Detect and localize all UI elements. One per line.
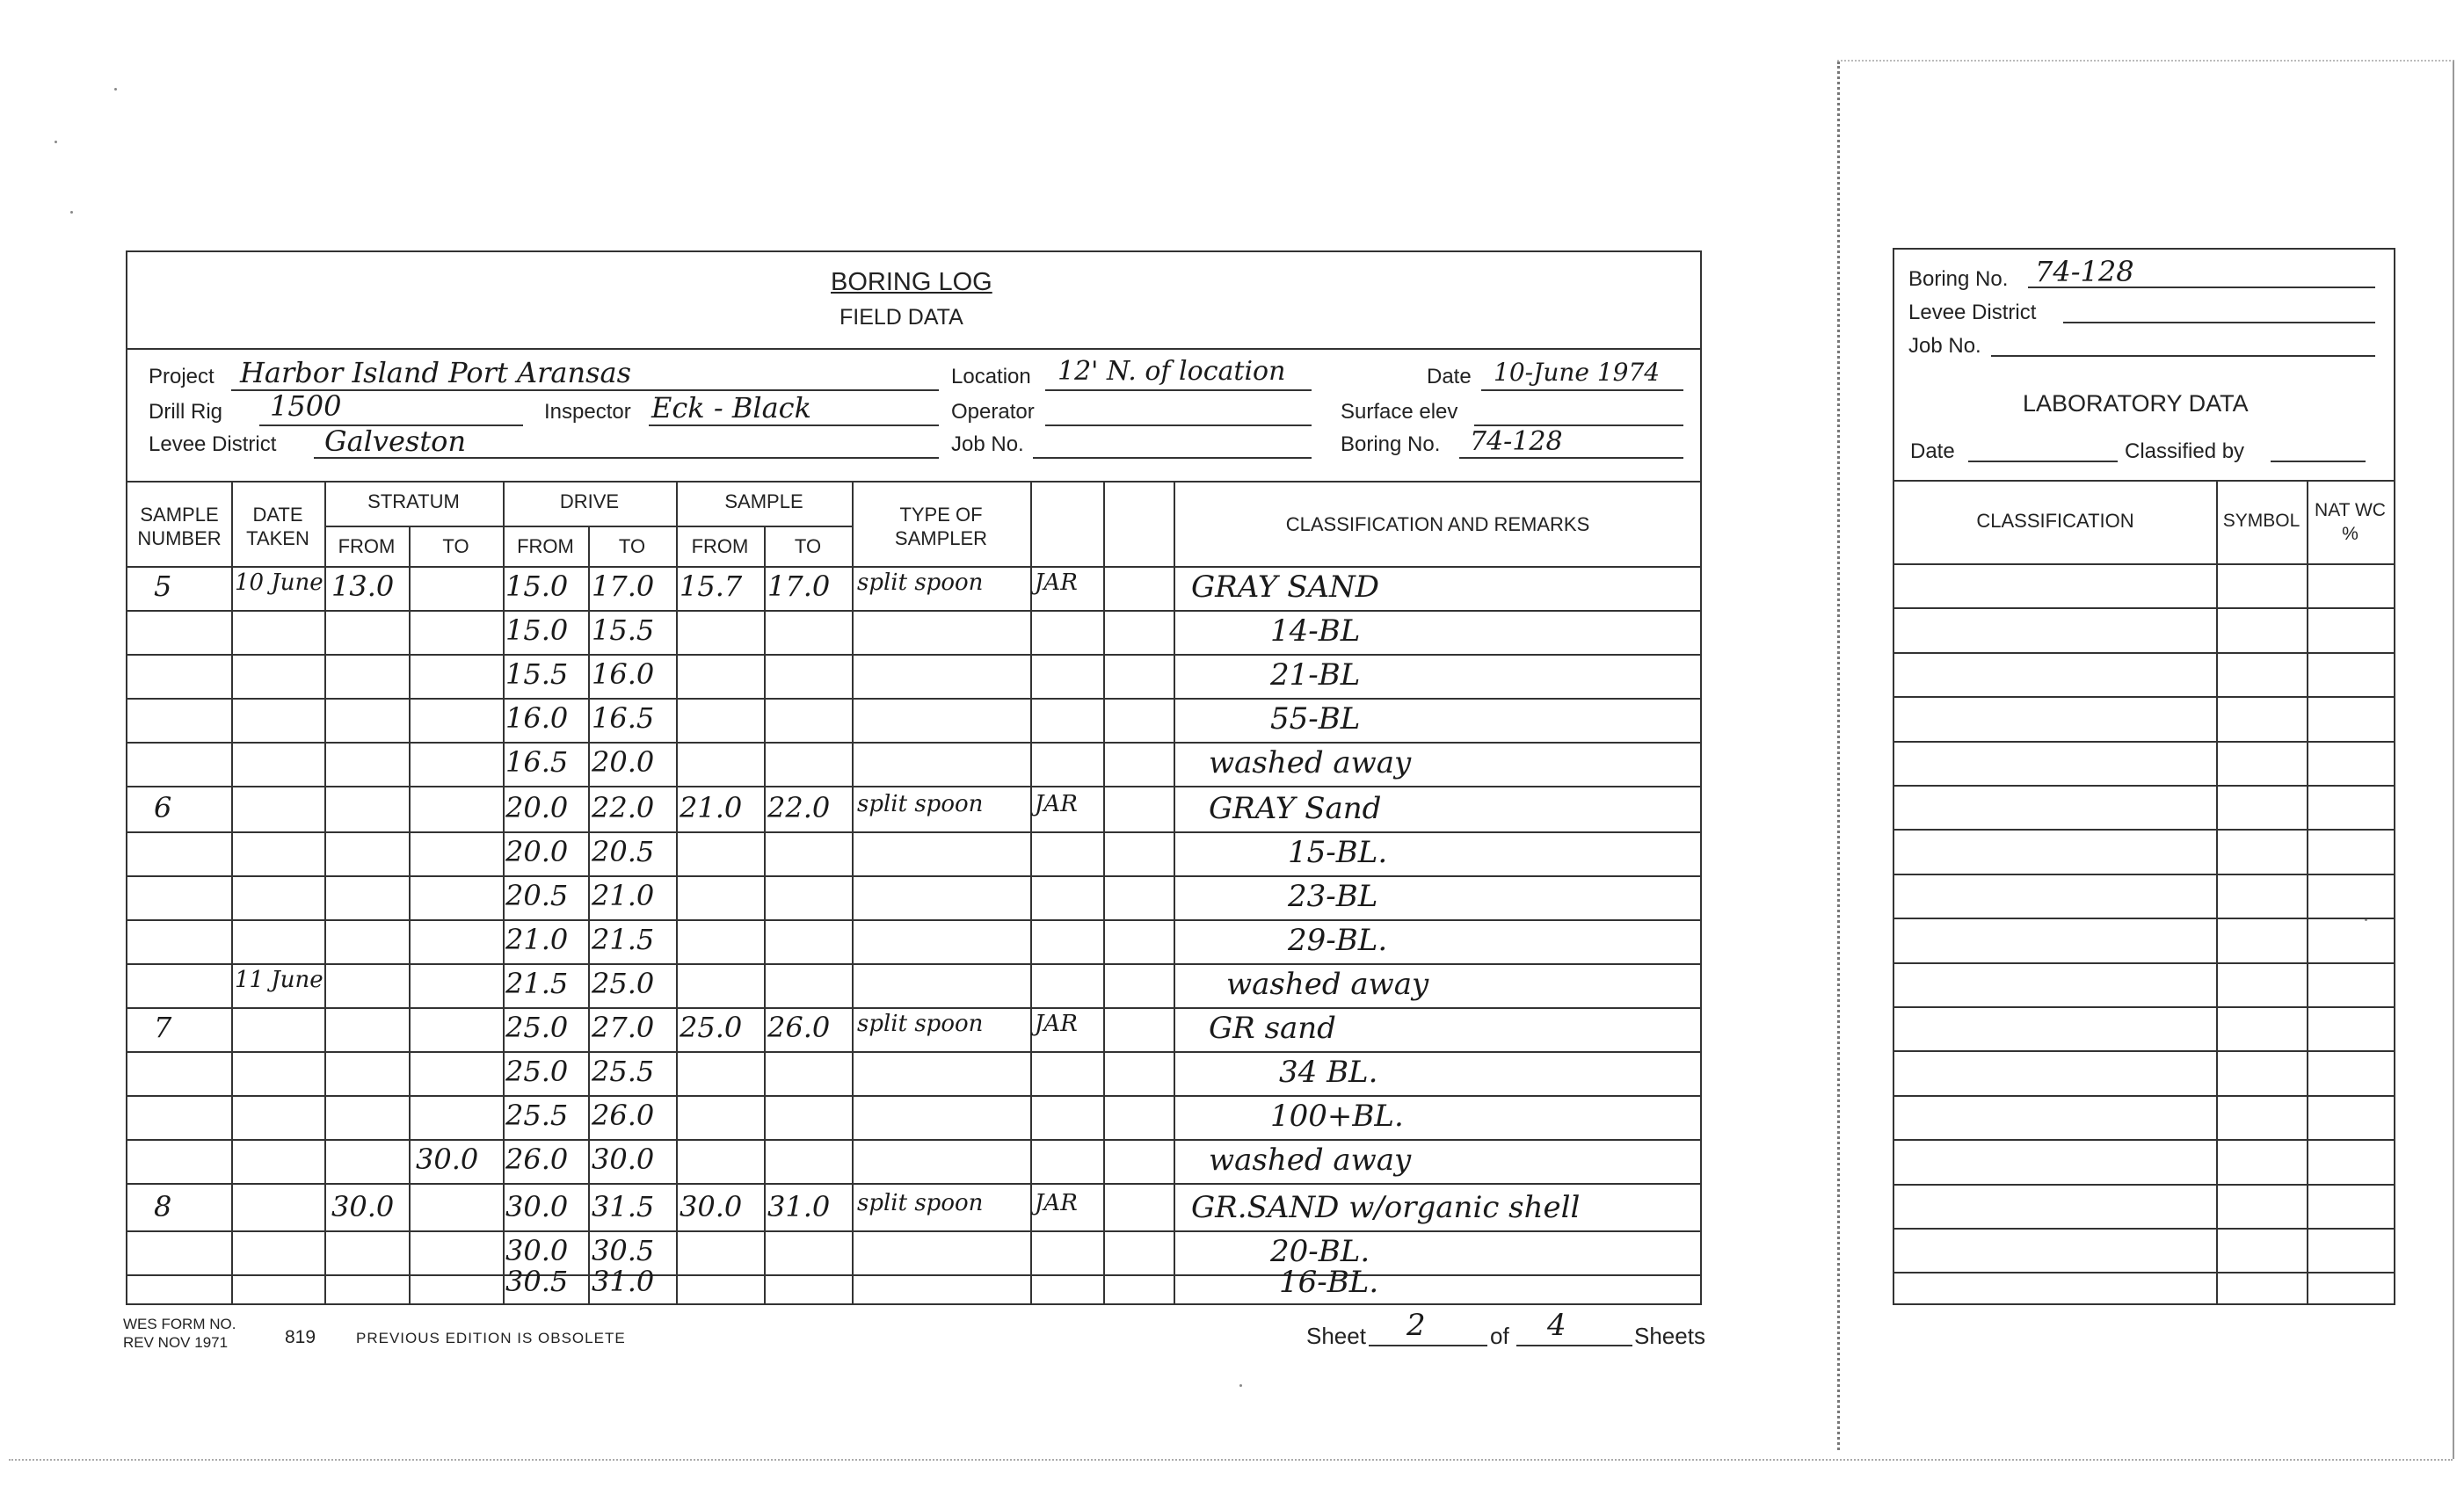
cell-drive-to: 25.5 [592, 1055, 655, 1088]
lab-panel-title: LABORATORY DATA [2023, 390, 2249, 417]
lab-table-row-rule [1894, 918, 2394, 919]
lab-col-divider [2307, 480, 2308, 1303]
date-value: 10-June 1974 [1494, 358, 1661, 387]
col-divider [1174, 481, 1175, 1305]
scan-speck [114, 88, 117, 91]
cell-remark: 21-BL [1270, 657, 1361, 693]
levee-district-value: Galveston [324, 424, 467, 458]
col-divider [676, 481, 678, 1305]
cell-sample-from: 25.0 [680, 1011, 743, 1044]
cell-sample-from: 21.0 [680, 791, 743, 824]
cell-remark: 23-BL [1288, 879, 1378, 914]
cell-drive-to: 21.0 [592, 879, 655, 912]
col-stratum-from: FROM [338, 535, 396, 557]
divider [1894, 480, 2394, 482]
lab-table-row-rule [1894, 652, 2394, 654]
cell-remark: GRAY Sand [1209, 791, 1382, 826]
cell-sample-to: 22.0 [767, 791, 831, 824]
cell-remark: 14-BL [1270, 613, 1361, 649]
table-row-rule [127, 919, 1702, 921]
sheet-label: Sheet [1306, 1323, 1366, 1349]
form-subtitle: FIELD DATA [840, 305, 963, 330]
cell-drive-to: 20.0 [592, 745, 655, 779]
cell-sample-number: 7 [154, 1011, 172, 1044]
cell-drive-from: 30.5 [505, 1265, 569, 1298]
col-drive-to: TO [618, 535, 646, 557]
col-divider [852, 481, 854, 1305]
table-row-rule [127, 1230, 1702, 1232]
cell-remark: GR sand [1209, 1011, 1336, 1046]
col-divider [1030, 481, 1032, 1305]
location-label: Location [951, 365, 1031, 388]
perforation-line [1837, 62, 1840, 1450]
cell-drive-from: 20.0 [505, 835, 569, 868]
project-label: Project [149, 365, 214, 388]
divider [127, 348, 1702, 350]
lab-job-no-label: Job No. [1908, 334, 1981, 358]
date-label: Date [1427, 365, 1472, 388]
table-row-rule [127, 831, 1702, 833]
table-row-rule [127, 963, 1702, 965]
cell-container: JAR [1035, 791, 1078, 817]
col-stratum-to: TO [442, 535, 469, 557]
lab-col-symbol: SYMBOL [2222, 511, 2300, 531]
cell-drive-to: 27.0 [592, 1011, 655, 1044]
col-classification-remarks: CLASSIFICATION AND REMARKS [1285, 513, 1590, 535]
lab-boring-no-label: Boring No. [1908, 267, 2009, 291]
lab-table-row-rule [1894, 741, 2394, 743]
scan-speck [1239, 1384, 1242, 1387]
table-row-rule [127, 1139, 1702, 1141]
cell-drive-from: 16.5 [505, 745, 569, 779]
lab-table-row-rule [1894, 607, 2394, 609]
laboratory-data-panel [1893, 248, 2395, 1305]
cell-drive-to: 31.5 [592, 1190, 655, 1223]
table-row-rule [127, 1274, 1702, 1276]
cell-sample-from: 15.7 [680, 570, 743, 603]
cell-drive-from: 21.0 [505, 923, 569, 956]
table-row-rule [127, 654, 1702, 656]
form-number-label: WES FORM NO. [123, 1316, 236, 1332]
lab-table-row-rule [1894, 962, 2394, 964]
revision-label: REV NOV 1971 [123, 1334, 229, 1351]
table-row-rule [127, 1183, 1702, 1185]
lab-table-row-rule [1894, 1006, 2394, 1008]
drill-rig-label: Drill Rig [149, 400, 222, 424]
operator-label: Operator [951, 400, 1035, 424]
table-row-rule [127, 1007, 1702, 1009]
lab-table-row-rule [1894, 874, 2394, 875]
cell-sample-to: 31.0 [767, 1190, 831, 1223]
lab-col-classification: CLASSIFICATION [1976, 510, 2134, 532]
lab-date-underline [1968, 461, 2118, 462]
lab-col-divider [2216, 480, 2218, 1303]
col-date-taken: DATE TAKEN [246, 504, 309, 549]
sheet-value: 2 [1406, 1308, 1426, 1343]
cell-container: JAR [1035, 1190, 1078, 1216]
cell-date-taken: 10 June [235, 570, 323, 596]
lab-table-row-rule [1894, 563, 2394, 565]
lab-levee-district-label: Levee District [1908, 301, 2037, 324]
col-divider [1103, 481, 1105, 1305]
cell-remark: GR.SAND w/organic shell [1191, 1190, 1581, 1225]
col-drive: DRIVE [559, 490, 620, 512]
lab-job-no-underline [1991, 355, 2375, 357]
col-type-of-sampler: TYPE OF SAMPLER [894, 504, 988, 549]
scan-speck [55, 141, 57, 143]
lab-table-row-rule [1894, 1050, 2394, 1052]
lab-table-row-rule [1894, 1228, 2394, 1230]
cell-drive-to: 25.0 [592, 967, 655, 1000]
cell-sample-to: 17.0 [767, 570, 831, 603]
operator-underline [1045, 424, 1312, 426]
lab-col-nat-wc: NAT WC % [2315, 500, 2386, 544]
date-underline [1481, 389, 1683, 391]
table-row-rule [127, 698, 1702, 700]
cell-drive-to: 30.5 [592, 1234, 655, 1267]
cell-remark: washed away [1209, 745, 1412, 780]
cell-drive-from: 15.0 [505, 570, 569, 603]
lab-table-row-rule [1894, 1184, 2394, 1186]
drill-rig-value: 1500 [270, 389, 342, 423]
cell-remark: 16-BL. [1279, 1265, 1379, 1300]
col-sample-number: SAMPLE NUMBER [137, 504, 222, 549]
boring-no-label: Boring No. [1341, 432, 1441, 456]
cell-drive-to: 21.5 [592, 923, 655, 956]
cell-drive-to: 16.0 [592, 657, 655, 691]
table-row-rule [127, 1095, 1702, 1097]
sheet-underline [1369, 1345, 1487, 1346]
cell-remark: 20-BL. [1270, 1234, 1370, 1269]
lab-boring-no-value: 74-128 [2035, 255, 2134, 288]
cell-drive-from: 20.0 [505, 791, 569, 824]
sheets-label: Sheets [1634, 1323, 1705, 1349]
cell-sample-from: 30.0 [680, 1190, 743, 1223]
cell-drive-to: 31.0 [592, 1265, 655, 1298]
col-divider [409, 526, 411, 1305]
cell-stratum-to: 30.0 [416, 1143, 479, 1176]
inspector-underline [649, 424, 939, 426]
cell-remark: 55-BL [1270, 701, 1361, 736]
cell-drive-from: 26.0 [505, 1143, 569, 1176]
job-no-underline [1033, 457, 1312, 459]
cell-drive-from: 25.0 [505, 1011, 569, 1044]
divider [127, 481, 1702, 483]
cell-drive-from: 25.5 [505, 1099, 569, 1132]
col-divider [764, 526, 766, 1305]
lab-table-row-rule [1894, 1095, 2394, 1097]
cell-drive-to: 26.0 [592, 1099, 655, 1132]
levee-district-label: Levee District [149, 432, 277, 456]
of-label: of [1490, 1323, 1509, 1349]
cell-container: JAR [1035, 570, 1078, 596]
cell-sample-number: 6 [154, 791, 172, 824]
form-number: 819 [285, 1327, 316, 1347]
col-sample: SAMPLE [724, 490, 803, 512]
project-value: Harbor Island Port Aransas [240, 356, 631, 389]
boring-no-value: 74-128 [1470, 426, 1563, 457]
cell-stratum-from: 30.0 [331, 1190, 395, 1223]
location-value: 12' N. of location [1058, 356, 1286, 387]
cell-drive-to: 16.5 [592, 701, 655, 735]
cell-container: JAR [1035, 1011, 1078, 1037]
boring-no-underline [1459, 457, 1683, 459]
cell-drive-from: 25.0 [505, 1055, 569, 1088]
table-row-rule [127, 610, 1702, 612]
cell-remark: washed away [1226, 967, 1429, 1002]
cell-drive-to: 20.5 [592, 835, 655, 868]
cell-stratum-from: 13.0 [331, 570, 395, 603]
surface-elev-label: Surface elev [1341, 400, 1458, 424]
cell-sample-to: 26.0 [767, 1011, 831, 1044]
cell-remark: 34 BL. [1279, 1055, 1378, 1090]
lab-classified-by-underline [2271, 461, 2366, 462]
cell-sampler-type: split spoon [857, 1190, 984, 1216]
header-bottom-rule [127, 566, 1702, 568]
form-title: BORING LOG [831, 268, 992, 296]
cell-remark: 100+BL. [1270, 1099, 1404, 1134]
total-sheets-underline [1516, 1345, 1632, 1346]
cell-drive-to: 15.5 [592, 613, 655, 647]
cell-drive-from: 16.0 [505, 701, 569, 735]
cell-drive-from: 30.0 [505, 1234, 569, 1267]
table-row-rule [127, 875, 1702, 877]
inspector-value: Eck - Black [651, 391, 811, 424]
col-divider [324, 481, 326, 1305]
lab-table-row-rule [1894, 785, 2394, 787]
lab-table-row-rule [1894, 1139, 2394, 1141]
job-no-label: Job No. [951, 432, 1024, 456]
cell-drive-from: 15.0 [505, 613, 569, 647]
lab-levee-district-underline [2063, 322, 2375, 323]
col-sample-from: FROM [691, 535, 749, 557]
lab-table-row-rule [1894, 829, 2394, 831]
inspector-label: Inspector [544, 400, 631, 424]
boring-log-form [126, 250, 1702, 1305]
col-sample-to: TO [794, 535, 822, 557]
cell-drive-from: 21.5 [505, 967, 569, 1000]
obsolete-notice: PREVIOUS EDITION IS OBSOLETE [356, 1330, 626, 1346]
cell-sample-number: 5 [154, 570, 172, 603]
bottom-scan-edge [9, 1459, 2453, 1461]
cell-sampler-type: split spoon [857, 1011, 984, 1037]
location-underline [1045, 389, 1312, 391]
col-divider [503, 481, 505, 1305]
lab-table-row-rule [1894, 696, 2394, 698]
cell-drive-from: 20.5 [505, 879, 569, 912]
cell-drive-to: 17.0 [592, 570, 655, 603]
lab-table-row-rule [1894, 1272, 2394, 1273]
lab-classified-by-label: Classified by [2125, 439, 2245, 463]
cell-drive-to: 30.0 [592, 1143, 655, 1176]
cell-remark: 15-BL. [1288, 835, 1388, 870]
col-drive-from: FROM [517, 535, 574, 557]
table-row-rule [127, 1051, 1702, 1053]
cell-remark: GRAY SAND [1191, 570, 1380, 605]
cell-remark: 29-BL. [1288, 923, 1388, 958]
cell-drive-to: 22.0 [592, 791, 655, 824]
scan-speck [70, 211, 73, 214]
cell-remark: washed away [1209, 1143, 1412, 1178]
cell-sample-number: 8 [154, 1190, 172, 1223]
col-divider [231, 481, 233, 1305]
cell-sampler-type: split spoon [857, 570, 984, 596]
col-divider [588, 526, 590, 1305]
cell-drive-from: 30.0 [505, 1190, 569, 1223]
col-stratum: STRATUM [367, 490, 460, 512]
table-row-rule [127, 786, 1702, 787]
table-row-rule [127, 742, 1702, 744]
cell-date-taken: 11 June [235, 967, 323, 993]
cell-drive-from: 15.5 [505, 657, 569, 691]
lab-date-label: Date [1910, 439, 1955, 463]
total-sheets-value: 4 [1547, 1308, 1566, 1343]
cell-sampler-type: split spoon [857, 791, 984, 817]
